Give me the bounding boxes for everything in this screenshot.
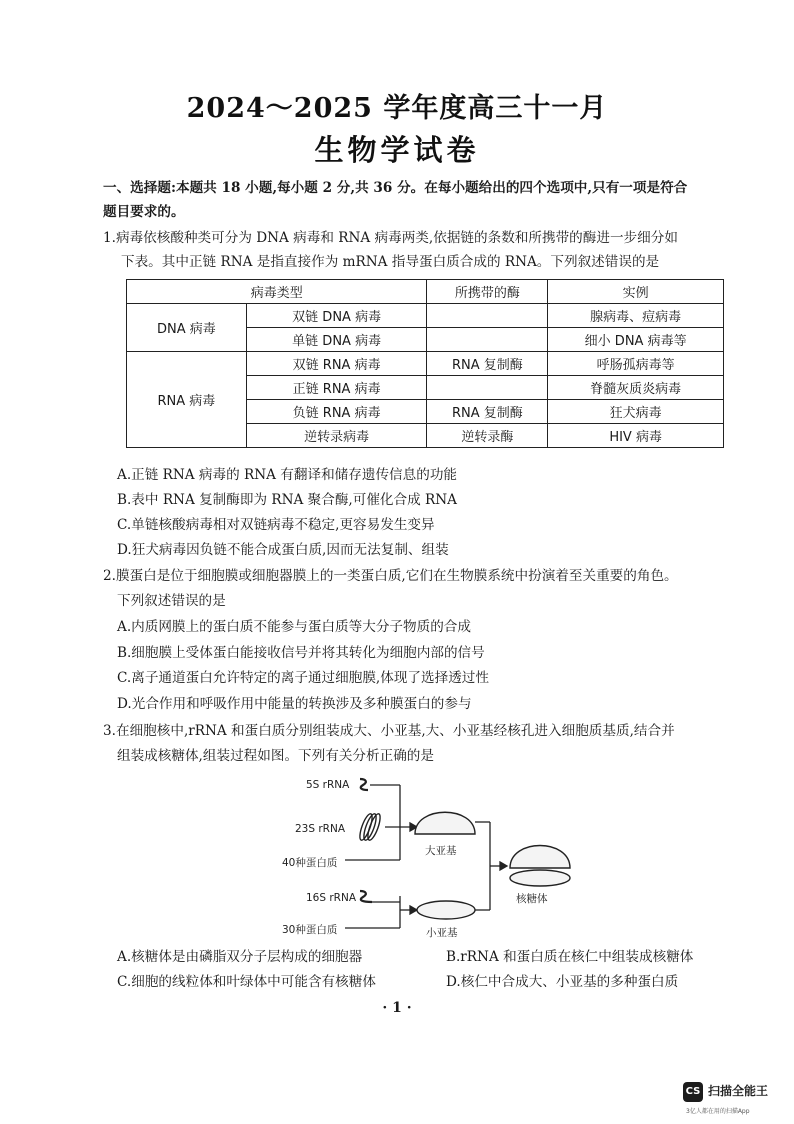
section-heading: 一、选择题:本题共 18 小题,每小题 2 分,共 36 分。在每小题给出的四个选项中,只有一项是符合 — [103, 180, 688, 196]
table-header-row — [127, 280, 724, 304]
large-subunit-shape — [415, 812, 475, 834]
table-row — [127, 352, 724, 376]
table-cell — [427, 328, 548, 352]
exam-title: 2024～2025 学年度高三十一月 — [186, 93, 608, 124]
q3-option-b: B.rRNA 和蛋白质在核仁中组装成核糖体 — [446, 949, 694, 965]
table-cell: 呼肠孤病毒等 — [548, 352, 724, 376]
virus-type-table — [126, 279, 724, 448]
label-16s-rrna: 16S rRNA — [306, 892, 357, 904]
rrna-16s-icon — [360, 891, 372, 902]
q2-option-d: D.光合作用和呼吸作用中能量的转换涉及多种膜蛋白的参与 — [117, 696, 472, 712]
table-cell: RNA 复制酶 — [427, 352, 548, 376]
q3-stem-line1: 3.在细胞核中,rRNA 和蛋白质分别组装成大、小亚基,大、小亚基经核孔进入细胞质基质,结合并 — [103, 723, 675, 739]
label-small-subunit: 小亚基 — [426, 927, 458, 939]
q3-option-a: A.核糖体是由磷脂双分子层构成的细胞器 — [117, 949, 363, 965]
table-cell: 细小 DNA 病毒等 — [548, 328, 724, 352]
table-cell: 负链 RNA 病毒 — [246, 400, 427, 424]
ribosome-shape — [510, 846, 570, 887]
page-number: · 1 · — [382, 1000, 412, 1016]
q1-stem-line2: 下表。其中正链 RNA 是指直接作为 mRNA 指导蛋白质合成的 RNA。下列叙述错误的是 — [121, 254, 660, 270]
exam-subject-title: 生物学试卷 — [314, 133, 480, 167]
section-heading-continued: 题目要求的。 — [103, 204, 185, 220]
q2-option-c: C.离子通道蛋白允许特定的离子通过细胞膜,体现了选择透过性 — [117, 670, 489, 686]
q2-stem-line2: 下列叙述错误的是 — [117, 593, 226, 609]
q3-stem-line2: 组装成核糖体,组装过程如图。下列有关分析正确的是 — [117, 748, 434, 764]
table-header-cell: 所携带的酶 — [427, 280, 548, 304]
label-23s-rrna: 23S rRNA — [295, 823, 346, 835]
ribosome-merge-arrows — [475, 822, 507, 910]
table-cell: HIV 病毒 — [548, 424, 724, 448]
table-cell — [427, 304, 548, 328]
table-cell: 狂犬病毒 — [548, 400, 724, 424]
q1-option-b: B.表中 RNA 复制酶即为 RNA 聚合酶,可催化合成 RNA — [117, 492, 457, 508]
table-group-cell: DNA 病毒 — [127, 304, 247, 352]
table-cell: 逆转录酶 — [427, 424, 548, 448]
table-cell — [427, 376, 548, 400]
label-40-proteins: 40种蛋白质 — [282, 857, 338, 869]
scanner-app-tagline: 3亿人都在用的扫描App — [686, 1108, 750, 1115]
table-header-cell: 病毒类型 — [127, 280, 427, 304]
q1-stem-line1: 1.病毒依核酸种类可分为 DNA 病毒和 RNA 病毒两类,依据链的条数和所携带的酶进一步细分如 — [103, 230, 678, 246]
table-group-cell: RNA 病毒 — [127, 352, 247, 448]
q3-option-c: C.细胞的线粒体和叶绿体中可能含有核糖体 — [117, 974, 376, 990]
ribosome-assembly-diagram — [260, 770, 600, 940]
table-cell: 逆转录病毒 — [246, 424, 427, 448]
scanner-logo-icon: CS — [683, 1082, 703, 1102]
table-cell: 脊髓灰质炎病毒 — [548, 376, 724, 400]
table-cell: RNA 复制酶 — [427, 400, 548, 424]
table-cell: 双链 RNA 病毒 — [246, 352, 427, 376]
q1-option-d: D.狂犬病毒因负链不能合成蛋白质,因而无法复制、组装 — [117, 542, 449, 558]
label-large-subunit: 大亚基 — [425, 845, 457, 857]
label-ribosome: 核糖体 — [516, 893, 548, 905]
q2-option-a: A.内质网膜上的蛋白质不能参与蛋白质等大分子物质的合成 — [117, 619, 471, 635]
small-subunit-shape — [417, 901, 475, 919]
rrna-5s-icon — [360, 779, 368, 790]
rrna-23s-coil-icon — [357, 812, 382, 841]
label-30-proteins: 30种蛋白质 — [282, 924, 338, 936]
label-5s-rrna: 5S rRNA — [306, 779, 350, 791]
large-subunit-arrows — [345, 785, 417, 860]
table-header-cell: 实例 — [548, 280, 724, 304]
table-cell: 腺病毒、痘病毒 — [548, 304, 724, 328]
q3-option-d: D.核仁中合成大、小亚基的多种蛋白质 — [446, 974, 679, 990]
q1-option-a: A.正链 RNA 病毒的 RNA 有翻译和储存遗传信息的功能 — [117, 467, 458, 483]
q1-option-c: C.单链核酸病毒相对双链病毒不稳定,更容易发生变异 — [117, 517, 435, 533]
table-cell: 双链 DNA 病毒 — [246, 304, 427, 328]
q2-option-b: B.细胞膜上受体蛋白能接收信号并将其转化为细胞内部的信号 — [117, 645, 485, 661]
q2-stem-line1: 2.膜蛋白是位于细胞膜或细胞器膜上的一类蛋白质,它们在生物膜系统中扮演着至关重要的角色。 — [103, 568, 678, 584]
table-cell: 单链 DNA 病毒 — [246, 328, 427, 352]
scanner-app-name: 扫描全能王 — [708, 1084, 769, 1098]
table-cell: 正链 RNA 病毒 — [246, 376, 427, 400]
table-row — [127, 304, 724, 328]
